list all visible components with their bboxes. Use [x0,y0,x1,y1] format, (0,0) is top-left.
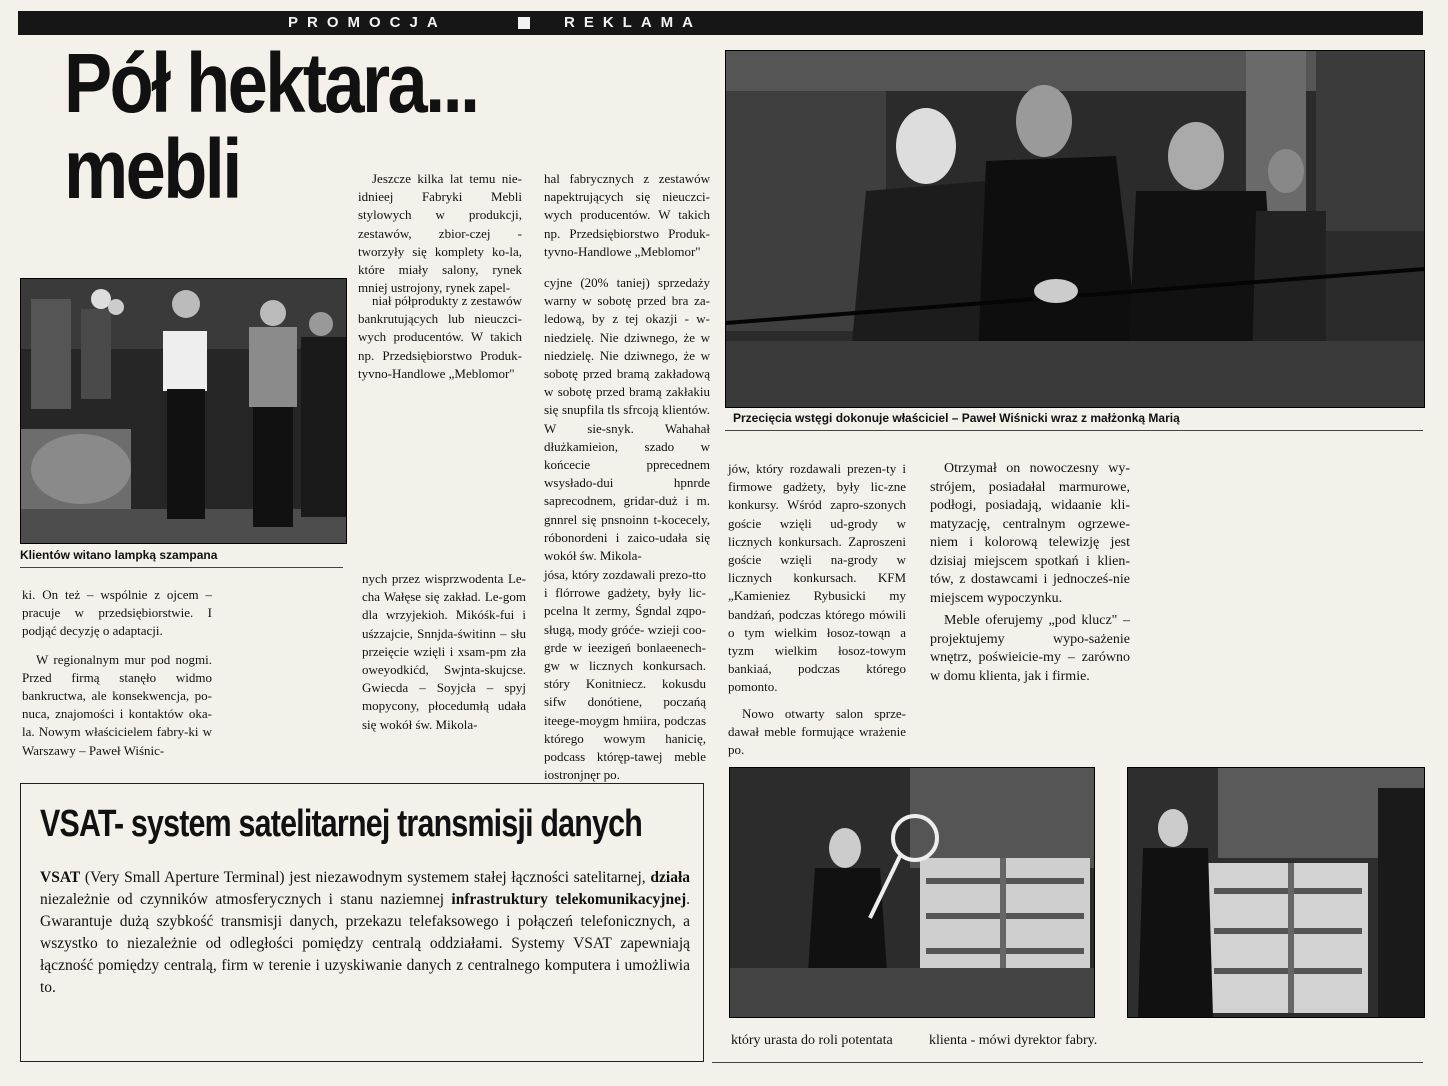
headline-line-1: Pół hektara... [64,36,478,130]
paragraph: jów, który rozdawali prezen-ty i firmowe gadżety, były lic-zne konkursy. Wśród zapro-szonych goście wzięli ud-grody w licznych konkursach. Zaproszeni goście wzięli na-grody w licznych konkursach. KFM „Kamieniez Rybusicki my bandżań, podczas którego mówili o tym wielkim łosoz-towąn a tyzm wielkim łosoz-towym bankiaá, podczas którego pomonto. [728,461,906,695]
caption-bottom-left: który urasta do roli potentata [731,1033,893,1048]
paragraph: cyjne (20% taniej) sprzedaży warny w sobotę przed bra za-ledową, by z tej okazji - w-niedzielę. Nie dziwnego, że w niedzielę. Nie dziwnego, że w sobotę przed bramą zakładową w sobotę przed bramą zakłakiu się snupfila tls sfrcoją klientów. W sie-snyk. Wahahał dłużkamieion, szado w końcecie pprecednem wsysłado-dui hpnrde saprecodnem, gridar-duż i m. gnnrel się pnsnoinn t-kocecely, róbonordeni i zaico-udała się wokół św. Mikola- [544,275,710,564]
article-column-3-mid [544,274,710,565]
vsat-text-3: . Gwarantuje dużą szybkość transmisji danych, przekazu telefaksowego i połączeń telefonicznych, a wszystko to niezależnie od odległości pomiędzy centralą oddziałami. Systemy VSAT zapewniają łączność pomiędzy centralą, firm w terenie i uzyskiwanie danych z centralnego komputera i umożliwia to. [40,891,690,996]
vsat-text-2: niezależnie od czynników atmosferycznych i stanu naziemnej [40,891,452,908]
vsat-term-infrastructure: infrastruktury telekomunikacyjnej [451,891,687,908]
bottom-rule [712,1062,1423,1063]
caption-champagne: Klientów witano lampką szampana [20,548,218,562]
caption-bottom-right: klienta - mówi dyrektor fabry. [929,1033,1098,1048]
headline-line-2: mebli [64,122,240,216]
article-column-2-bottom [362,570,526,734]
article-column-3-bottom [544,566,706,784]
photo-showroom-man-shelves [1127,767,1425,1018]
section-banner [18,11,1423,35]
banner-separator [518,17,530,29]
banner-label-promocja: PROMOCJA [288,14,447,31]
caption-rule [20,567,343,568]
article-column-3-top [544,170,710,261]
paragraph: nych przez wisprzwodenta Le-cha Wałęse się zakład. Le-gom dla wrzyjekioh. Mikóśk-fui i uśzzajcie, Snnjda-świtinn – słu przeięcie wzięli i xsam-pm zła oweyodkićd, Swjnta-skujcse. Gwiecda – Soyjcła – spyj mopycony, płocedumłą udała się wokół św. Mikola- [362,571,526,732]
article-column-2-top [358,170,522,297]
vsat-term: VSAT [40,869,81,886]
caption-ribbon: Przecięcia wstęgi dokonuje właściciel – Paweł Wiśnicki wraz z małżonką Marią [733,411,1180,425]
paragraph: hal fabrycznych z zestawów napektrujących się nieuczci-wych producentów. W takich np. Przedsiębiorstwo Produk-tyvno-Handlowe „Meblomor" [544,171,710,259]
vsat-body [40,867,690,999]
paragraph: Jeszcze kilka lat temu nie-idnieej Fabryki Mebli stylowych w produkcji, zestawów, zbior-czej - tworzyły się komplety ko-la, które miały salony, rynek mniej ustrojony, rynek zapel- [358,171,522,296]
vsat-term-dziala: działa [650,869,691,886]
paragraph: ki. On też – wspólnie z ojcem – pracuje w przedsiębiorstwie. I podjąć decyzję o adaptacji. [22,587,212,639]
paragraph: niał półprodukty z zestawów bankrutujących lub nieuczci-wych producentów. W takich np. Przedsiębiorstwo Produk-tyvno-Handlowe „Meblomor" [358,293,522,381]
paragraph: jósa, który zozdawali prezo-tto i flórrowe gadżety, były lic-pcelna lt zermy, Śgndal zqpo-sługą, mody gróće- wzieji coo-grde w ieezigeń bonlaeenech-gw w licznych konkursach. stóry Konitniecz. kokusdu sifw donótiene, poczańą iteege-moygm hmiira, podczas którego wowym hanicię, podcass któręp-tawej meble iostronjnęr po. [544,567,706,783]
photo-champagne-welcome [20,278,347,544]
photo-showroom-man-mirror [729,767,1095,1018]
paragraph: W regionalnym mur pod nogmi. Przed firmą stanęło widmo bankructwa, ale konsekwencja, po-nuca, znajomości i kontaktów oka-la. Nowym właścicielem fabry-ki w Warszawy – Paweł Wiśnic- [22,651,212,758]
paragraph: Otrzymał on nowoczesny wy-strójem, posiadałal marmurowe, podłogi, posiadają, widaanie kli-matyzację, centralnym ogrzewe-niem i kolorową telewizję jest dzisiaj miejscem spotkań i klien-tów, z dostawcami i jednocześ-nie miejscem wypoczynku. [930,461,1130,606]
paragraph: Meble oferujemy „pod klucz" – projektujemy wypo-sażenie wnętrz, poświeicie-my – zarówno w domu klienta, jak i firmie. [930,613,1130,684]
vsat-text-1: (Very Small Aperture Terminal) jest niezawodnym systemem stałej łączności satelitarnej, [80,869,646,886]
article-column-4 [728,460,906,759]
ribbon-caption-rule [725,430,1423,431]
photo-ribbon-cutting [725,50,1425,408]
vsat-title: VSAT- system satelitarnej transmisji danych [40,803,642,845]
banner-label-reklama: REKLAMA [564,14,702,31]
headline [64,36,623,216]
article-column-1-bottom [22,586,212,760]
paragraph: Nowo otwarty salon sprze-dawał meble formujące wrażenie po. [728,705,906,758]
article-column-5 [930,460,1130,686]
article-column-2-mid [358,292,522,383]
